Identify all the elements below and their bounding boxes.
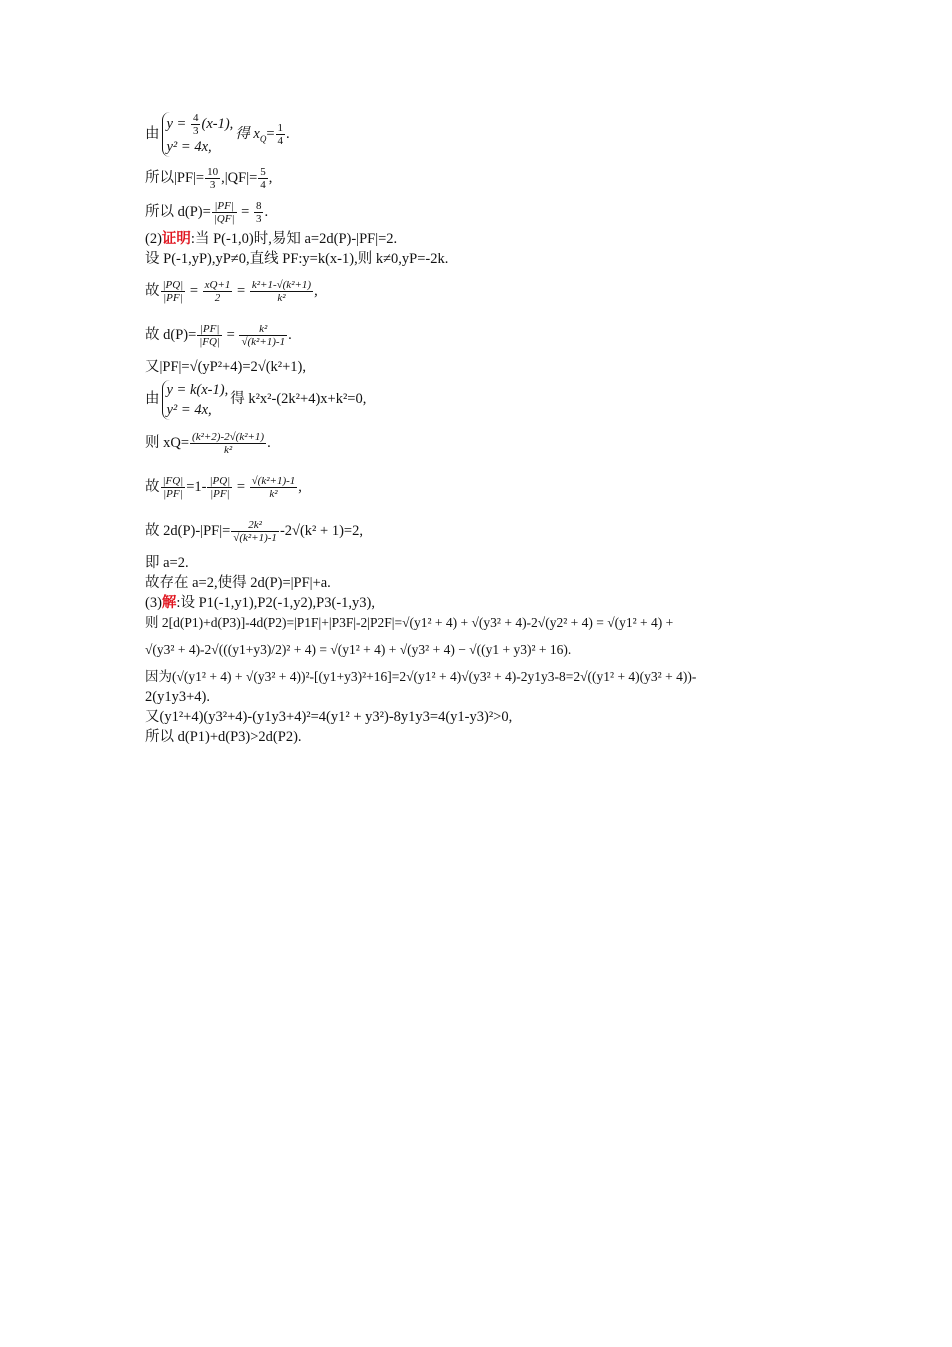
line-system-2: 由 y = k(x-1), y² = 4x, 得 k²x²-(2k²+4)x+k²=0, <box>145 381 367 418</box>
line-part2-heading: (2)证明:当 P(-1,0)时,易知 a=2d(P)-|PF|=2. <box>145 230 398 247</box>
line-2dp-pf: 故 2d(P)-|PF|= $\frac{\text{2k²}}{\text{√(k²+1)-1}}$ -2√(k² + 1)=2, <box>145 519 363 545</box>
line-xq: 则 xQ= $\frac{\text{(k²+2)-2√(k²+1)}}{\text{k²}}$ . <box>145 431 271 457</box>
proof-tag: 证明 <box>161 230 191 247</box>
text: 由 <box>145 126 160 142</box>
line-pf-qf: 所以|PF|= $\frac{10}{3}$ ,|QF|= $\frac{5}{4}$ , <box>145 166 273 192</box>
equation-system: y = $\frac{4}{3}$ (x-1), y² = 4x, <box>162 112 234 157</box>
line-fq-over-pf: 故 $\frac{|FQ|}{|PF|}$ =1- $\frac{|PQ|}{|PF|}$ = $\frac{\text{√(k²+1)-1}}{\text{k²}}$ , <box>145 475 302 501</box>
line-dp-k: 故 d(P)= $\frac{|PF|}{|FQ|}$ = $\frac{\text{k²}}{\text{√(k²+1)-1}}$ . <box>145 323 292 349</box>
equation-system: y = k(x-1), y² = 4x, <box>162 380 229 420</box>
line-part3-conclusion: 所以 d(P1)+d(P3)>2d(P2). <box>145 728 302 745</box>
line-a-equals-2: 即 a=2. <box>145 554 189 571</box>
line-pf-k: 又|PF|=√(yP²+4)=2√(k²+1), <box>145 358 307 375</box>
line-part3-expr-2: √(y3² + 4)-2√(((y1+y3)/2)² + 4) = √(y1² + 4) + √(y3² + 4) − √((y1 + y3)² + 16). <box>145 641 572 657</box>
line-system-1: 由 y = $\frac{4}{3}$ (x-1), y² = 4x, 得 $x_Q=$ $\frac{1}{4}$ . <box>145 112 290 156</box>
line-dp: 所以 d(P)= $\frac{|PF|}{|QF|}$ = $\frac{8}{3}$ . <box>145 200 269 226</box>
line-part3-expr-4: 2(y1y3+4). <box>145 688 210 705</box>
solution-tag: 解 <box>161 594 177 611</box>
line-part3-expr-1: 则 2[d(P1)+d(P3)]-4d(P2)=|P1F|+|P3F|-2|P2F|=√(y1² + 4) + √(y3² + 4)-2√(y2² + 4) = √(y1² + 4) + <box>145 614 674 630</box>
line-pq-over-pf: 故 $\frac{|PQ|}{|PF|}$ = $\frac{xQ+1}{2}$ = $\frac{\text{k²+1-√(k²+1)}}{\text{k²}}$ , <box>145 279 318 305</box>
line-part3-expr-3: 因为(√(y1² + 4) + √(y3² + 4))²-[(y1+y3)²+16]=2√(y1² + 4)√(y3² + 4)-2y1y3-8=2√((y1² + 4)(y3² + 4))- <box>145 668 697 684</box>
solution-text <box>145 112 795 747</box>
line-part3-heading: (3)解:设 P1(-1,y1),P2(-1,y2),P3(-1,y3), <box>145 594 375 611</box>
line-conclusion-2: 故存在 a=2,使得 2d(P)=|PF|+a. <box>145 574 331 591</box>
line-part3-expr-5: 又(y1²+4)(y3²+4)-(y1y3+4)²=4(y1² + y3²)-8y1y3=4(y1-y3)²>0, <box>145 708 513 725</box>
line-set-p: 设 P(-1,yP),yP≠0,直线 PF:y=k(x-1),则 k≠0,yP=-2k. <box>145 250 449 267</box>
